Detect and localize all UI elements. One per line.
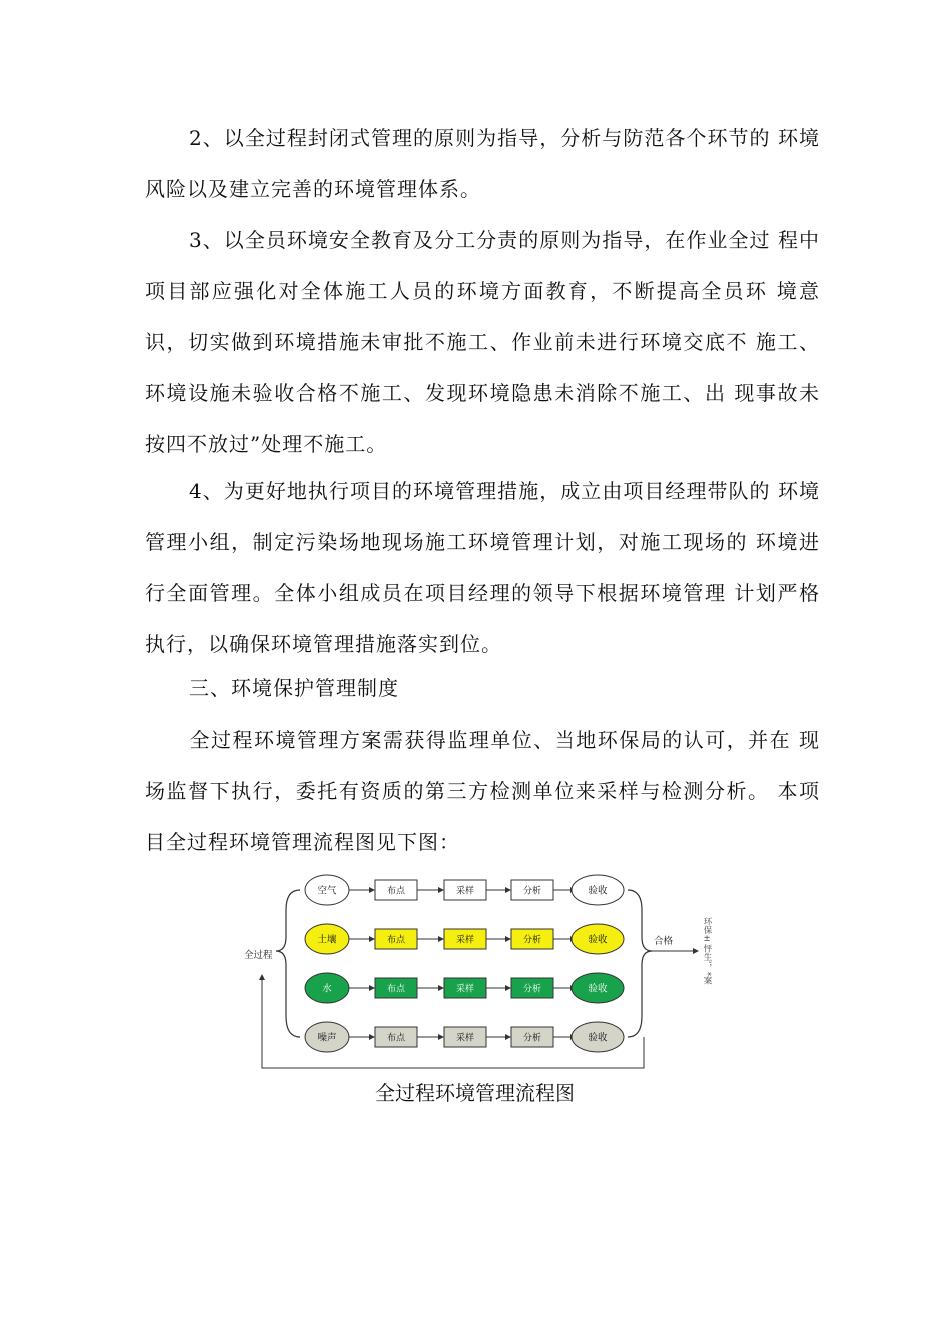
step-label: 采样 [455,886,475,897]
start-node-label: 土壤 [317,934,337,946]
figure-caption: 全过程环境管理流程图 [375,1081,575,1105]
right-bracket [628,890,652,1037]
end-node-label: 验收 [588,934,608,946]
flow-row [305,875,624,905]
right-label: 合格 [654,936,674,947]
end-node-label: 验收 [588,983,608,995]
paragraph-5: 全过程环境管理方案需获得监理单位、当地环保局的认可，并在 现场监督下执行，委托有资质的第三方检测单位来采样与检测分析。 本项目全过程环境管理流程图见下图： [145,728,820,854]
section-heading: 三、环境保护管理制度 [189,676,399,700]
paragraph-3: 3、以全员环境安全教育及分工分责的原则为指导，在作业全过 程中项目部应强化对全体施工人员的环境方面教育，不断提高全员环 境意识，切实做到环境措施未审批不施工、作业前未进行环境交底不 施工、环境设施未验收合格不施工、发现环境隐患未消除不施工、出 现事故未按四不放过”处理不施工。 [145,228,820,456]
start-node-label: 噪声 [317,1032,337,1044]
step-label: 分析 [522,935,542,946]
start-node-label: 空气 [317,885,337,897]
step-label: 采样 [455,1033,475,1044]
flow-diagram [240,865,720,1077]
left-bracket [276,890,300,1037]
step-label: 采样 [455,984,475,995]
left-label: 全过程 [244,950,273,961]
flow-row [305,973,624,1003]
flow-row [305,924,624,954]
step-label: 分析 [522,886,542,897]
end-node-label: 验收 [588,1032,608,1044]
paragraph-2: 2、以全过程封闭式管理的原则为指导，分析与防范各个环节的 环境风险以及建立完善的环境管理体系。 [145,126,820,201]
step-label: 采样 [455,935,475,946]
end-node-label: 验收 [588,885,608,897]
step-label: 布点 [386,984,406,995]
paragraph-4: 4、为更好地执行项目的环境管理措施，成立由项目经理带队的 环境管理小组，制定污染场地现场施工环境管理计划，对施工现场的 环境进行全面管理。全体小组成员在项目经理的领导下根据环境管理 计划严格执行，以确保环境管理措施落实到位。 [145,479,820,656]
step-label: 布点 [386,935,406,946]
start-node-label: 水 [322,983,332,995]
result-vertical-text: 环保±怦生'，*案 [702,917,712,985]
step-label: 分析 [522,1033,542,1044]
step-label: 分析 [522,984,542,995]
step-label: 布点 [386,1033,406,1044]
flow-row [305,1022,624,1052]
step-label: 布点 [386,886,406,897]
